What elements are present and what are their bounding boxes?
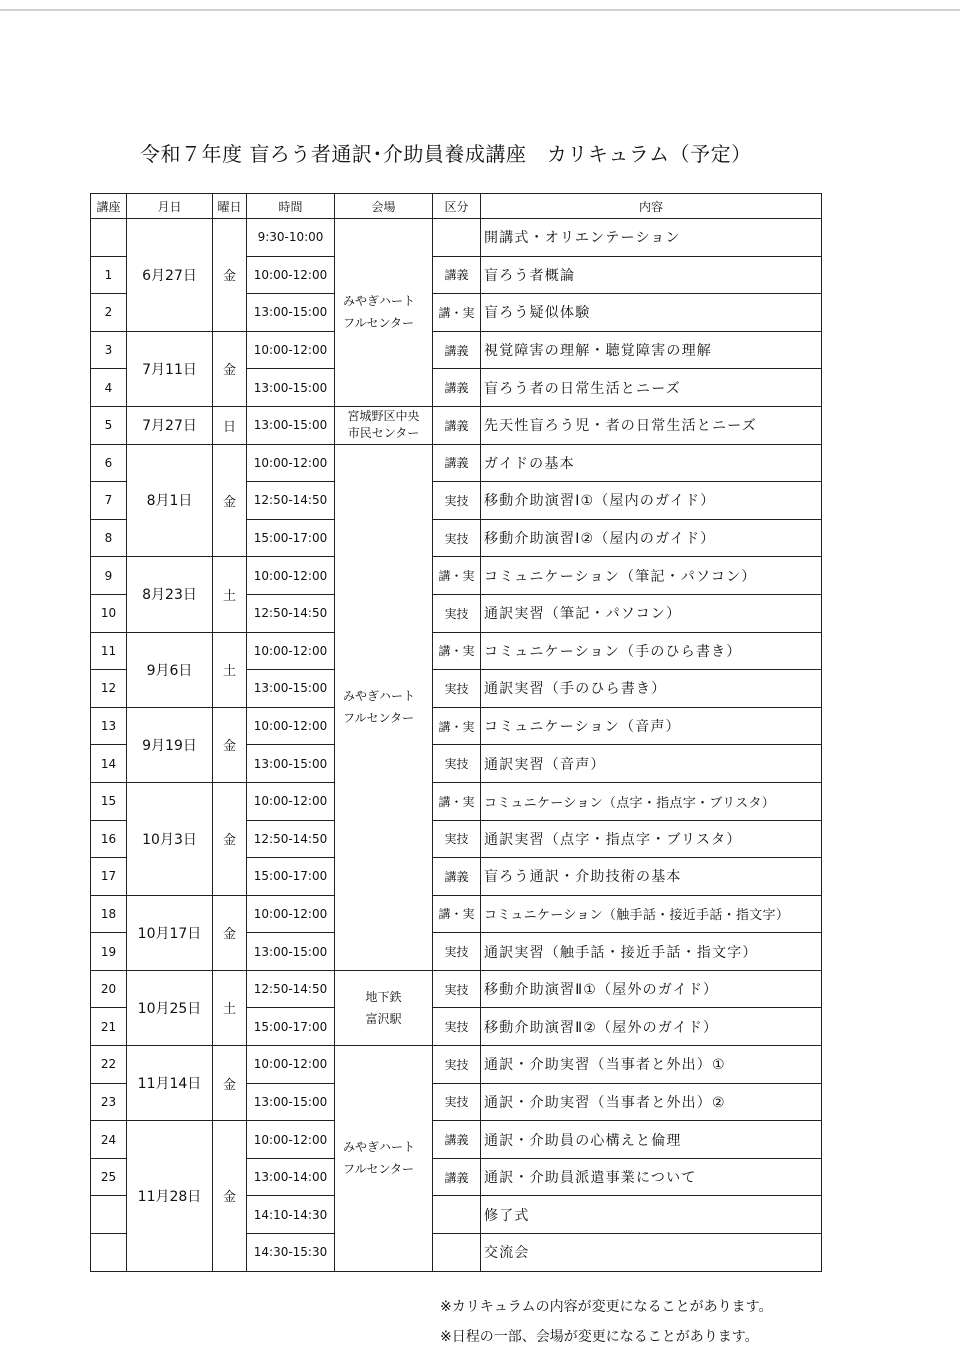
- venue-line: 市民センター: [347, 426, 420, 441]
- content-cell: ガイドの基本: [481, 444, 822, 482]
- venue-cell: [335, 219, 433, 407]
- type-cell: 実技: [433, 820, 481, 858]
- lecture-no: 10: [91, 594, 127, 632]
- lecture-no: 9: [91, 557, 127, 595]
- content-cell: 通訳・介助員派遣事業について: [481, 1158, 822, 1196]
- time-cell: 14:10-14:30: [247, 1196, 335, 1234]
- time-cell: 15:00-17:00: [247, 1008, 335, 1046]
- table-row: [91, 970, 822, 1008]
- header-content: 内容: [481, 194, 822, 219]
- time-cell: 10:00-12:00: [247, 707, 335, 745]
- lecture-no: 16: [91, 820, 127, 858]
- lecture-no: 4: [91, 369, 127, 407]
- lecture-no: 15: [91, 782, 127, 820]
- lecture-no: 11: [91, 632, 127, 670]
- type-cell: 実技: [433, 1046, 481, 1084]
- table-row: [91, 707, 822, 745]
- content-cell: 移動介助演習Ⅱ②（屋外のガイド）: [481, 1008, 822, 1046]
- date-cell: 10月25日: [127, 970, 213, 1045]
- type-cell: 実技: [433, 933, 481, 971]
- lecture-no: 17: [91, 858, 127, 896]
- lecture-no: 23: [91, 1083, 127, 1121]
- content-cell: 修了式: [481, 1196, 822, 1234]
- lecture-no: 3: [91, 331, 127, 369]
- content-cell: 先天性盲ろう児・者の日常生活とニーズ: [481, 406, 822, 444]
- header-time: 時間: [247, 194, 335, 219]
- date-cell: 6月27日: [127, 219, 213, 332]
- type-cell: 講・実: [433, 895, 481, 933]
- time-cell: 12:50-14:50: [247, 482, 335, 520]
- lecture-no: 14: [91, 745, 127, 783]
- content-cell: コミュニケーション（筆記・パソコン）: [481, 557, 822, 595]
- time-cell: 13:00-14:00: [247, 1158, 335, 1196]
- date-cell: 11月28日: [127, 1121, 213, 1271]
- lecture-no: [91, 219, 127, 257]
- table-row: [91, 444, 822, 482]
- table-row: [91, 331, 822, 369]
- top-divider: [0, 9, 960, 11]
- content-cell: 通訳実習（手のひら書き）: [481, 670, 822, 708]
- table-row: [91, 1046, 822, 1084]
- content-cell: 通訳実習（筆記・パソコン）: [481, 594, 822, 632]
- content-cell: コミュニケーション（点字・指点字・ブリスタ）: [481, 782, 822, 820]
- type-cell: 講義: [433, 1121, 481, 1159]
- venue-line: フルセンター: [343, 1162, 415, 1177]
- type-cell: 講・実: [433, 294, 481, 332]
- type-cell: 講義: [433, 444, 481, 482]
- venue-cell: [335, 1046, 433, 1272]
- date-cell: 8月1日: [127, 444, 213, 557]
- table-header-row: [91, 194, 822, 219]
- content-cell: 通訳・介助実習（当事者と外出）②: [481, 1083, 822, 1121]
- time-cell: 10:00-12:00: [247, 1046, 335, 1084]
- table-row: [91, 895, 822, 933]
- weekday-cell: 土: [213, 557, 247, 632]
- lecture-no: 20: [91, 970, 127, 1008]
- venue-line: みやぎハート: [343, 1140, 416, 1155]
- content-cell: 開講式・オリエンテーション: [481, 219, 822, 257]
- lecture-no: 25: [91, 1158, 127, 1196]
- weekday-cell: 土: [213, 632, 247, 707]
- type-cell: 講義: [433, 369, 481, 407]
- table-row: [91, 782, 822, 820]
- content-cell: コミュニケーション（手のひら書き）: [481, 632, 822, 670]
- venue-line: みやぎハート: [343, 294, 416, 309]
- type-cell: 講・実: [433, 782, 481, 820]
- time-cell: 12:50-14:50: [247, 594, 335, 632]
- type-cell: 実技: [433, 670, 481, 708]
- header-no: 講座: [91, 194, 127, 219]
- type-cell: 講義: [433, 858, 481, 896]
- content-cell: 通訳実習（触手話・接近手話・指文字）: [481, 933, 822, 971]
- time-cell: 10:00-12:00: [247, 444, 335, 482]
- lecture-no: 1: [91, 256, 127, 294]
- content-cell: 移動介助演習Ⅱ①（屋外のガイド）: [481, 970, 822, 1008]
- time-cell: 10:00-12:00: [247, 895, 335, 933]
- content-cell: コミュニケーション（音声）: [481, 707, 822, 745]
- type-cell: 講・実: [433, 707, 481, 745]
- type-cell: 実技: [433, 594, 481, 632]
- content-cell: 視覚障害の理解・聴覚障害の理解: [481, 331, 822, 369]
- content-cell: 盲ろう者の日常生活とニーズ: [481, 369, 822, 407]
- date-cell: 7月27日: [127, 406, 213, 444]
- lecture-no: 24: [91, 1121, 127, 1159]
- date-cell: 11月14日: [127, 1046, 213, 1121]
- date-cell: 9月19日: [127, 707, 213, 782]
- date-cell: 10月3日: [127, 782, 213, 895]
- header-day: 曜日: [213, 194, 247, 219]
- type-cell: 講義: [433, 256, 481, 294]
- time-cell: 10:00-12:00: [247, 256, 335, 294]
- venue-line: フルセンター: [343, 316, 415, 331]
- time-cell: 13:00-15:00: [247, 670, 335, 708]
- type-cell: 講義: [433, 331, 481, 369]
- content-cell: 交流会: [481, 1234, 822, 1272]
- venue-line: 富沢駅: [365, 1011, 402, 1026]
- header-type: 区分: [433, 194, 481, 219]
- venue-cell: [335, 406, 433, 444]
- weekday-cell: 土: [213, 970, 247, 1045]
- type-cell: [433, 1234, 481, 1272]
- type-cell: 実技: [433, 1083, 481, 1121]
- footnote: ※日程の一部、会場が変更になることがあります。: [440, 1329, 759, 1345]
- type-cell: 実技: [433, 970, 481, 1008]
- content-cell: 通訳実習（音声）: [481, 745, 822, 783]
- weekday-cell: 金: [213, 219, 247, 332]
- content-cell: 盲ろう通訳・介助技術の基本: [481, 858, 822, 896]
- weekday-cell: 金: [213, 444, 247, 557]
- table-row: [91, 632, 822, 670]
- time-cell: 15:00-17:00: [247, 519, 335, 557]
- content-cell: コミュニケーション（触手話・接近手話・指文字）: [481, 895, 822, 933]
- time-cell: 12:50-14:50: [247, 820, 335, 858]
- lecture-no: 8: [91, 519, 127, 557]
- lecture-no: [91, 1196, 127, 1234]
- content-cell: 通訳・介助員の心構えと倫理: [481, 1121, 822, 1159]
- lecture-no: 13: [91, 707, 127, 745]
- date-cell: 8月23日: [127, 557, 213, 632]
- lecture-no: 7: [91, 482, 127, 520]
- footnote: ※カリキュラムの内容が変更になることがあります。: [440, 1299, 773, 1315]
- content-cell: 通訳実習（点字・指点字・ブリスタ）: [481, 820, 822, 858]
- lecture-no: 5: [91, 406, 127, 444]
- weekday-cell: 日: [213, 406, 247, 444]
- lecture-no: 19: [91, 933, 127, 971]
- table-row: [91, 557, 822, 595]
- venue-line: フルセンター: [343, 711, 415, 726]
- time-cell: 13:00-15:00: [247, 406, 335, 444]
- curriculum-table: [90, 193, 822, 1272]
- type-cell: 実技: [433, 482, 481, 520]
- time-cell: 10:00-12:00: [247, 1121, 335, 1159]
- time-cell: 12:50-14:50: [247, 970, 335, 1008]
- venue-line: 宮城野区中央: [347, 409, 420, 424]
- table-row: [91, 219, 822, 257]
- time-cell: 10:00-12:00: [247, 331, 335, 369]
- venue-line: みやぎハート: [343, 689, 416, 704]
- lecture-no: 18: [91, 895, 127, 933]
- time-cell: 10:00-12:00: [247, 632, 335, 670]
- table-row: [91, 406, 822, 444]
- content-cell: 移動介助演習Ⅰ②（屋内のガイド）: [481, 519, 822, 557]
- type-cell: 実技: [433, 745, 481, 783]
- type-cell: 講・実: [433, 632, 481, 670]
- header-date: 月日: [127, 194, 213, 219]
- type-cell: 講義: [433, 1158, 481, 1196]
- weekday-cell: 金: [213, 782, 247, 895]
- date-cell: 7月11日: [127, 331, 213, 406]
- type-cell: 講義: [433, 406, 481, 444]
- type-cell: 講・実: [433, 557, 481, 595]
- time-cell: 13:00-15:00: [247, 294, 335, 332]
- content-cell: 盲ろう疑似体験: [481, 294, 822, 332]
- weekday-cell: 金: [213, 331, 247, 406]
- time-cell: 9:30-10:00: [247, 219, 335, 257]
- content-cell: 移動介助演習Ⅰ①（屋内のガイド）: [481, 482, 822, 520]
- header-venue: 会場: [335, 194, 433, 219]
- date-cell: 9月6日: [127, 632, 213, 707]
- weekday-cell: 金: [213, 1121, 247, 1271]
- type-cell: 実技: [433, 519, 481, 557]
- type-cell: [433, 1196, 481, 1234]
- venue-cell: [335, 444, 433, 970]
- page-title: 令和７年度 盲ろう者通訳･介助員養成講座 カリキュラム（予定）: [140, 142, 752, 166]
- lecture-no: 21: [91, 1008, 127, 1046]
- time-cell: 10:00-12:00: [247, 782, 335, 820]
- date-cell: 10月17日: [127, 895, 213, 970]
- lecture-no: [91, 1234, 127, 1272]
- weekday-cell: 金: [213, 707, 247, 782]
- time-cell: 14:30-15:30: [247, 1234, 335, 1272]
- table-row: [91, 1121, 822, 1159]
- time-cell: 13:00-15:00: [247, 369, 335, 407]
- venue-cell: [335, 970, 433, 1045]
- time-cell: 10:00-12:00: [247, 557, 335, 595]
- lecture-no: 12: [91, 670, 127, 708]
- venue-line: 地下鉄: [365, 989, 402, 1004]
- time-cell: 15:00-17:00: [247, 858, 335, 896]
- type-cell: 実技: [433, 1008, 481, 1046]
- lecture-no: 2: [91, 294, 127, 332]
- time-cell: 13:00-15:00: [247, 933, 335, 971]
- type-cell: [433, 219, 481, 257]
- lecture-no: 22: [91, 1046, 127, 1084]
- content-cell: 盲ろう者概論: [481, 256, 822, 294]
- time-cell: 13:00-15:00: [247, 1083, 335, 1121]
- weekday-cell: 金: [213, 1046, 247, 1121]
- time-cell: 13:00-15:00: [247, 745, 335, 783]
- lecture-no: 6: [91, 444, 127, 482]
- content-cell: 通訳・介助実習（当事者と外出）①: [481, 1046, 822, 1084]
- weekday-cell: 金: [213, 895, 247, 970]
